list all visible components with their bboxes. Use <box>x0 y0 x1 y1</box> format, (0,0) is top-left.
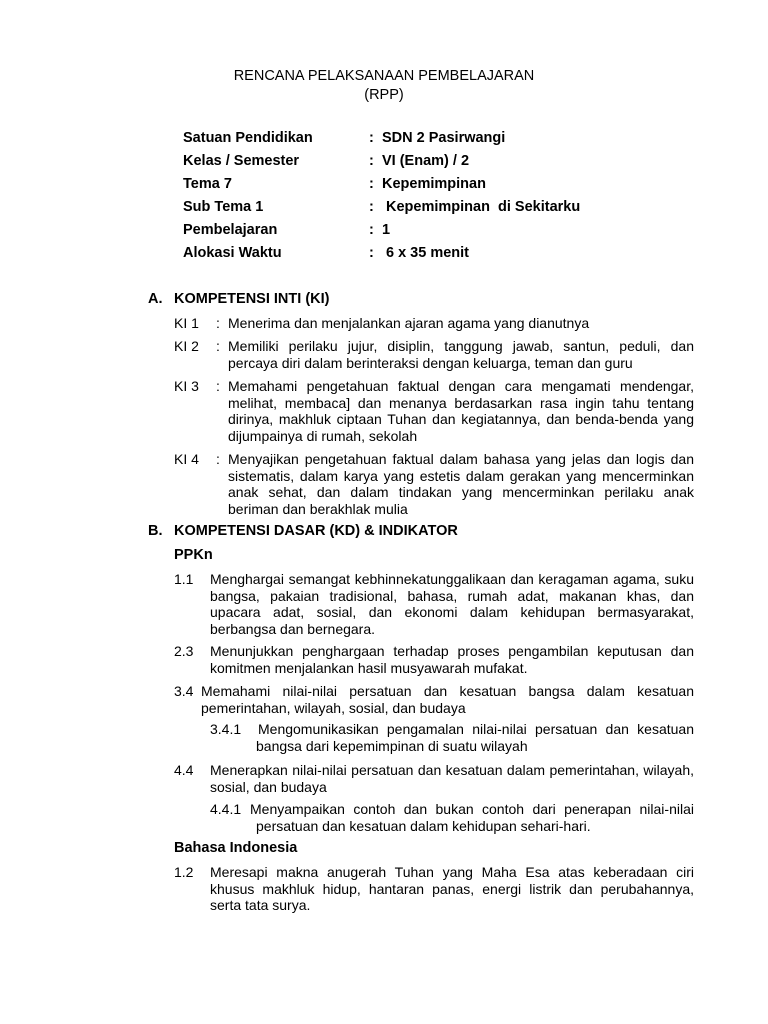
ki-colon: : <box>216 338 220 354</box>
ki-code: KI 4 <box>174 451 199 467</box>
indicator-text <box>210 721 694 754</box>
ppkn-heading: PPKn <box>174 547 213 563</box>
identity-colon: : <box>369 130 374 146</box>
kd-text: Menerapkan nilai-nilai persatuan dan kesatuan dalam pemerintahan, wilayah, sosial, dan budaya <box>210 762 694 795</box>
identity-label: Tema 7 <box>183 176 232 192</box>
identity-label: Alokasi Waktu <box>183 245 282 261</box>
identity-value: SDN 2 Pasirwangi <box>382 130 506 146</box>
section-b-letter: B. <box>148 523 163 539</box>
identity-label: Satuan Pendidikan <box>183 130 313 146</box>
ki-text: Menyajikan pengetahuan faktual dalam bahasa yang jelas dan logis dan sistematis, dalam karya yang estetis dalam gerakan yang mencerminkan anak sehat, dan dalam tindakan yang mencerminkan perilaku anak beriman dan berakhlak mulia <box>228 451 694 517</box>
indicator-text <box>210 801 694 834</box>
identity-label: Kelas / Semester <box>183 153 300 169</box>
identity-label: Pembelajaran <box>183 222 278 238</box>
bahasa-indonesia-heading: Bahasa Indonesia <box>174 840 298 856</box>
kd-text: Memahami nilai-nilai persatuan dan kesatuan bangsa dalam kesatuan pemerintahan, wilayah, sosial, dan budaya <box>201 683 694 716</box>
document-subtitle: (RPP) <box>364 87 404 103</box>
ki-code: KI 1 <box>174 315 199 331</box>
identity-label: Sub Tema 1 <box>183 199 264 215</box>
kd-text: Menunjukkan penghargaan terhadap proses pengambilan keputusan dan komitmen menjalankan hasil musyawarah mufakat. <box>210 643 694 676</box>
identity-colon: : <box>369 222 374 238</box>
identity-value: VI (Enam) / 2 <box>382 153 470 169</box>
indicator-text-content: Menyampaikan contoh dan bukan contoh dari penerapan nilai-nilai persatuan dan kesatuan dalam kehidupan sehari-hari. <box>250 801 694 834</box>
document-title: RENCANA PELAKSANAAN PEMBELAJARAN <box>233 68 535 84</box>
kd-number: 1.1 <box>174 571 194 587</box>
ki-colon: : <box>216 451 220 467</box>
ki-colon: : <box>216 378 220 394</box>
identity-value: 1 <box>382 222 391 238</box>
kd-number: 3.4 <box>174 683 194 699</box>
ki-text: Memiliki perilaku jujur, disiplin, tanggung jawab, santun, peduli, dan percaya diri dalam berinteraksi dengan keluarga, teman dan guru <box>228 338 694 371</box>
indicator-number: 4.4.1 <box>210 801 242 817</box>
ki-code: KI 3 <box>174 378 199 394</box>
kd-text: Menghargai semangat kebhinnekatunggalikaan dan keragaman agama, suku bangsa, pakaian tradisional, bahasa, rumah adat, makanan khas, dan upacara adat, sosial, dan ekonomi dalam kehidupan bermasyarakat, berbangsa dan bernegara. <box>210 571 694 637</box>
section-b-title: KOMPETENSI DASAR (KD) & INDIKATOR <box>174 523 458 539</box>
ki-text: Menerima dan menjalankan ajaran agama yang dianutnya <box>228 315 590 331</box>
kd-number: 2.3 <box>174 643 194 659</box>
kd-text: Meresapi makna anugerah Tuhan yang Maha Esa atas keberadaan ciri khusus makhluk hidup, hantaran panas, energi listrik dan perubahannya, serta tata surya. <box>210 864 694 913</box>
ki-text: Memahami pengetahuan faktual dengan cara mengamati mendengar, melihat, membaca] dan menanya berdasarkan rasa ingin tahu tentang dirinya, makhluk ciptaan Tuhan dan kegiatannya, dan benda-benda yang dijumpainya di rumah, sekolah <box>228 378 694 444</box>
identity-colon: : <box>369 176 374 192</box>
section-a-letter: A. <box>148 291 163 307</box>
ki-colon: : <box>216 315 220 331</box>
kd-number: 4.4 <box>174 762 194 778</box>
identity-colon: : <box>369 153 374 169</box>
kd-number: 1.2 <box>174 864 194 880</box>
identity-value: 6 x 35 menit <box>386 245 470 261</box>
indicator-number: 3.4.1 <box>210 721 242 737</box>
identity-colon: : <box>369 245 374 261</box>
identity-value: Kepemimpinan di Sekitarku <box>386 199 581 215</box>
ki-code: KI 2 <box>174 338 199 354</box>
identity-colon: : <box>369 199 374 215</box>
indicator-text-content: Mengomunikasikan pengamalan nilai-nilai persatuan dan kesatuan bangsa dari kepemimpinan di suatu wilayah <box>256 721 694 754</box>
identity-value: Kepemimpinan <box>382 176 486 192</box>
section-a-title: KOMPETENSI INTI (KI) <box>174 291 330 307</box>
